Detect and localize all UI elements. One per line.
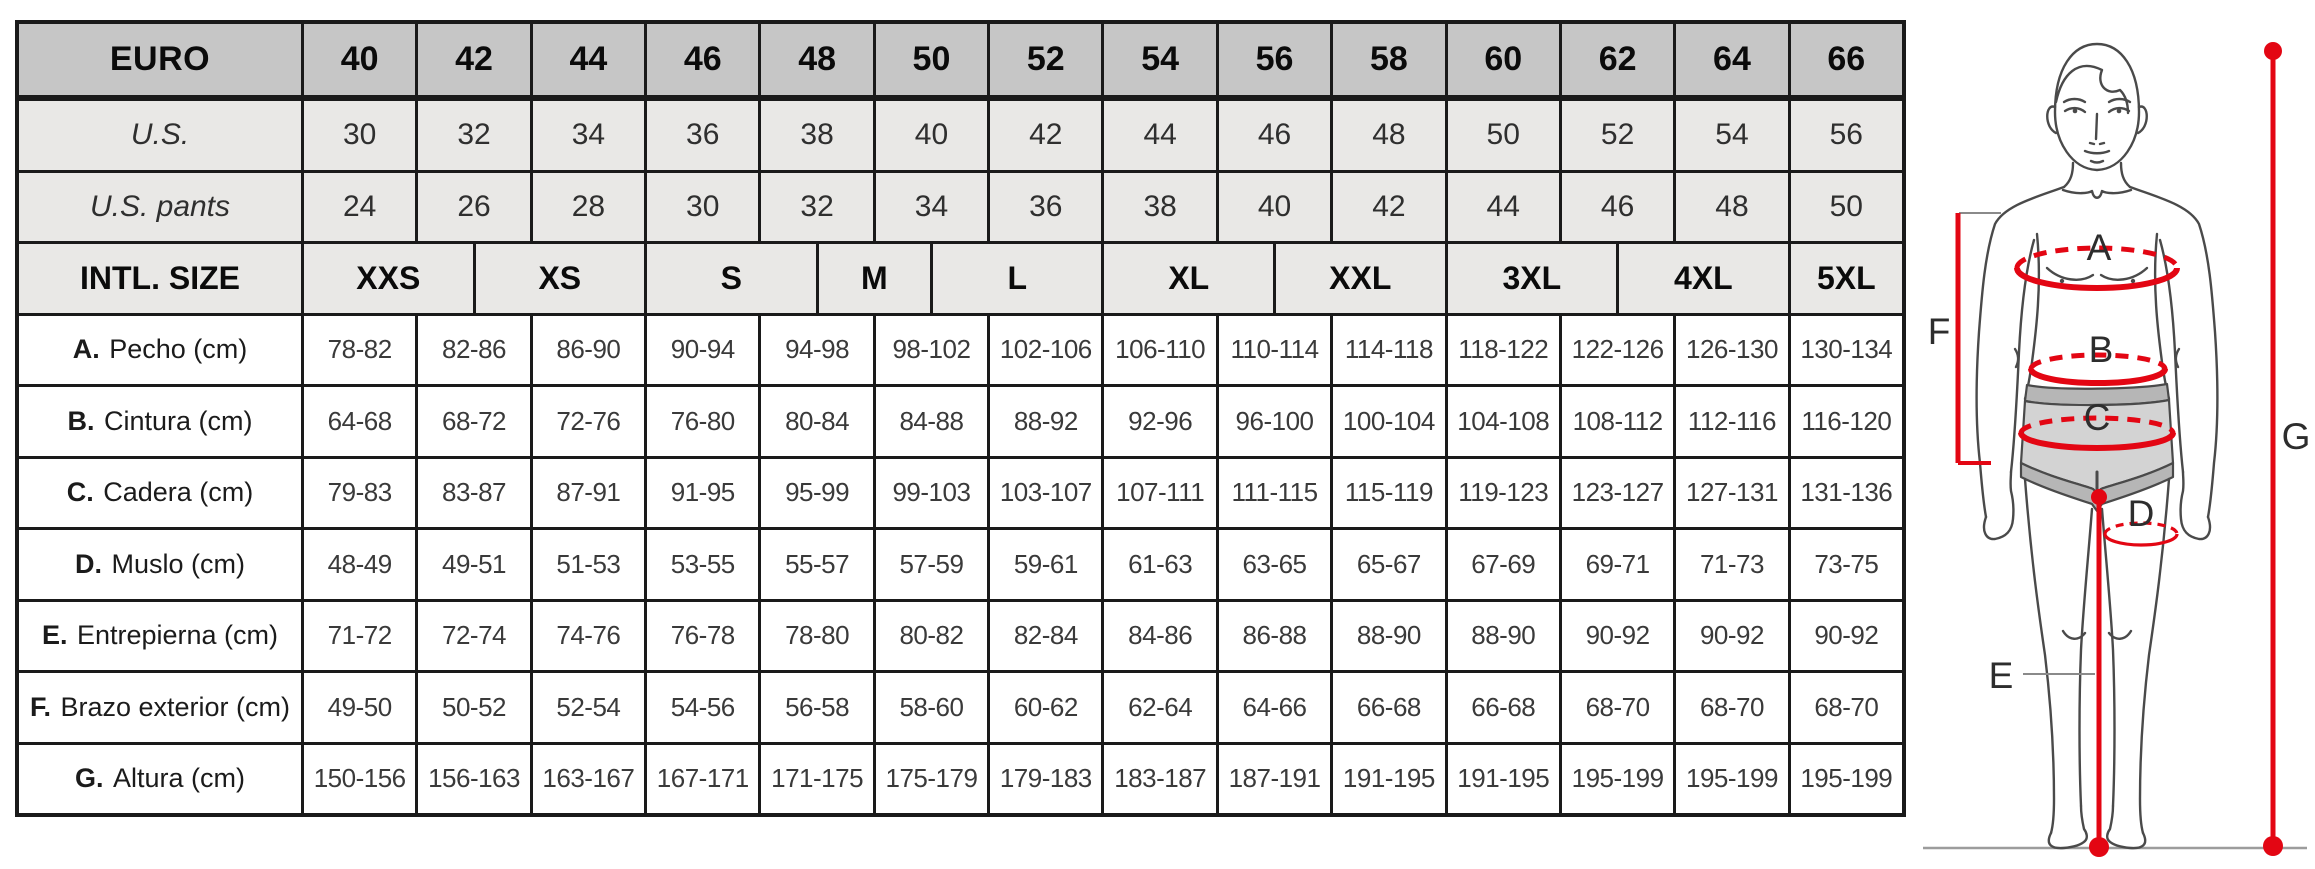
intl-size-cell: 3XL (1448, 244, 1617, 313)
measurement-value-cell: 55-57 (761, 530, 872, 599)
measurement-value-cell: 84-88 (876, 387, 987, 456)
size-cell-euro: 50 (876, 24, 987, 98)
measurement-value-cell: 100-104 (1333, 387, 1444, 456)
measurement-value-cell: 87-91 (533, 459, 644, 528)
label-thigh: D (2127, 493, 2155, 534)
measurement-value-cell: 167-171 (647, 745, 758, 814)
measurement-value-cell: 78-82 (304, 316, 415, 385)
measurement-value-cell: 108-112 (1562, 387, 1673, 456)
body-measurement-diagram (1915, 0, 2315, 869)
measurement-letter: G. (74, 763, 104, 794)
measurement-value-cell: 68-70 (1562, 673, 1673, 742)
measurement-value-cell: 68-70 (1676, 673, 1787, 742)
measurement-value-cell: 99-103 (876, 459, 987, 528)
measurement-value-cell: 111-115 (1219, 459, 1330, 528)
measurement-value-cell: 76-80 (647, 387, 758, 456)
size-cell-us: 54 (1676, 101, 1787, 170)
measurement-value-cell: 58-60 (876, 673, 987, 742)
row-label-us: U.S. (19, 101, 301, 170)
label-hip: C (2083, 397, 2111, 438)
size-chart-table (15, 20, 1906, 817)
measurement-name: Muslo (cm) (111, 548, 245, 579)
measurement-value-cell: 86-90 (533, 316, 644, 385)
measurement-value-cell: 127-131 (1676, 459, 1787, 528)
measurement-value-cell: 80-84 (761, 387, 872, 456)
measurement-name: Brazo exterior (cm) (60, 691, 291, 722)
measurement-value-cell: 68-70 (1791, 673, 1902, 742)
size-cell-euro: 46 (647, 24, 758, 98)
measurement-value-cell: 53-55 (647, 530, 758, 599)
measurement-name: Cintura (cm) (104, 405, 253, 436)
size-cell-euro: 66 (1791, 24, 1902, 98)
measurement-value-cell: 104-108 (1448, 387, 1559, 456)
measurement-value-cell: 183-187 (1104, 745, 1215, 814)
measurement-value-cell: 78-80 (761, 602, 872, 671)
measurement-value-cell: 107-111 (1104, 459, 1215, 528)
row-label-intl-size: INTL. SIZE (19, 244, 301, 313)
measurement-value-cell: 71-73 (1676, 530, 1787, 599)
measurement-value-cell: 59-61 (990, 530, 1101, 599)
label-arm: F (1927, 311, 1951, 352)
measurement-name: Entrepierna (cm) (76, 620, 279, 651)
measurement-value-cell: 179-183 (990, 745, 1101, 814)
measurement-value-cell: 92-96 (1104, 387, 1215, 456)
measurement-value-cell: 118-122 (1448, 316, 1559, 385)
measurement-value-cell: 171-175 (761, 745, 872, 814)
measurement-value-cell: 57-59 (876, 530, 987, 599)
row-label-measurement (19, 316, 301, 385)
measurement-value-cell: 175-179 (876, 745, 987, 814)
intl-size-cell: XL (1104, 244, 1273, 313)
measurement-figure (1915, 0, 2315, 869)
size-cell-euro: 62 (1562, 24, 1673, 98)
measurement-value-cell: 64-66 (1219, 673, 1330, 742)
size-cell-us-pants: 48 (1676, 173, 1787, 242)
measurement-value-cell: 60-62 (990, 673, 1101, 742)
measurement-name: Pecho (cm) (109, 334, 248, 365)
label-inseam: E (1988, 655, 2014, 696)
row-label-measurement (19, 745, 301, 814)
size-cell-euro: 44 (533, 24, 644, 98)
row-label-measurement (19, 602, 301, 671)
intl-size-cell: L (933, 244, 1102, 313)
measurement-value-cell: 115-119 (1333, 459, 1444, 528)
row-label-measurement (19, 530, 301, 599)
measurement-value-cell: 56-58 (761, 673, 872, 742)
measurement-letter: F. (29, 691, 51, 722)
size-cell-euro: 64 (1676, 24, 1787, 98)
size-cell-us: 52 (1562, 101, 1673, 170)
size-cell-us: 50 (1448, 101, 1559, 170)
measurement-value-cell: 76-78 (647, 602, 758, 671)
size-cell-us-pants: 34 (876, 173, 987, 242)
measurement-value-cell: 79-83 (304, 459, 415, 528)
measurement-value-cell: 82-84 (990, 602, 1101, 671)
size-cell-us-pants: 46 (1562, 173, 1673, 242)
measurement-value-cell: 73-75 (1791, 530, 1902, 599)
size-cell-us: 48 (1333, 101, 1444, 170)
measurement-value-cell: 98-102 (876, 316, 987, 385)
measurement-value-cell: 74-76 (533, 602, 644, 671)
measurement-value-cell: 103-107 (990, 459, 1101, 528)
measurement-value-cell: 163-167 (533, 745, 644, 814)
intl-size-cell: XXL (1276, 244, 1445, 313)
size-cell-us-pants: 38 (1104, 173, 1215, 242)
measurement-value-cell: 49-50 (304, 673, 415, 742)
measurement-value-cell: 84-86 (1104, 602, 1215, 671)
measurement-value-cell: 65-67 (1333, 530, 1444, 599)
row-label-measurement (19, 459, 301, 528)
measurement-value-cell: 83-87 (418, 459, 529, 528)
measurement-value-cell: 72-76 (533, 387, 644, 456)
label-chest: A (2086, 227, 2112, 268)
measurement-value-cell: 71-72 (304, 602, 415, 671)
measurement-value-cell: 48-49 (304, 530, 415, 599)
measurement-value-cell: 122-126 (1562, 316, 1673, 385)
size-cell-us: 56 (1791, 101, 1902, 170)
measurement-value-cell: 50-52 (418, 673, 529, 742)
measurement-letter: E. (41, 620, 68, 651)
measurement-value-cell: 90-92 (1791, 602, 1902, 671)
intl-size-cell: 5XL (1791, 244, 1902, 313)
measurement-value-cell: 110-114 (1219, 316, 1330, 385)
intl-size-cell: XXS (304, 244, 473, 313)
measurement-value-cell: 90-92 (1676, 602, 1787, 671)
measurement-value-cell: 195-199 (1562, 745, 1673, 814)
measurement-value-cell: 61-63 (1104, 530, 1215, 599)
size-cell-us: 46 (1219, 101, 1330, 170)
size-cell-us-pants: 30 (647, 173, 758, 242)
measurement-value-cell: 62-64 (1104, 673, 1215, 742)
size-cell-us-pants: 24 (304, 173, 415, 242)
measurement-value-cell: 106-110 (1104, 316, 1215, 385)
measurement-value-cell: 49-51 (418, 530, 529, 599)
size-cell-us: 30 (304, 101, 415, 170)
size-cell-us: 38 (761, 101, 872, 170)
size-cell-us: 44 (1104, 101, 1215, 170)
measurement-value-cell: 119-123 (1448, 459, 1559, 528)
size-cell-us-pants: 40 (1219, 173, 1330, 242)
size-cell-us-pants: 44 (1448, 173, 1559, 242)
measurement-value-cell: 191-195 (1448, 745, 1559, 814)
measurement-value-cell: 67-69 (1448, 530, 1559, 599)
measurement-value-cell: 112-116 (1676, 387, 1787, 456)
size-cell-euro: 40 (304, 24, 415, 98)
size-cell-euro: 54 (1104, 24, 1215, 98)
intl-size-cell: XS (476, 244, 645, 313)
row-label-measurement (19, 387, 301, 456)
size-cell-euro: 42 (418, 24, 529, 98)
size-cell-us-pants: 26 (418, 173, 529, 242)
size-cell-us: 36 (647, 101, 758, 170)
measurement-value-cell: 51-53 (533, 530, 644, 599)
measurement-value-cell: 90-92 (1562, 602, 1673, 671)
measurement-value-cell: 195-199 (1791, 745, 1902, 814)
measurement-value-cell: 54-56 (647, 673, 758, 742)
row-label-measurement (19, 673, 301, 742)
measurement-letter: D. (74, 548, 102, 579)
size-cell-us: 32 (418, 101, 529, 170)
intl-size-cell: M (819, 244, 930, 313)
size-cell-us-pants: 28 (533, 173, 644, 242)
measurement-value-cell: 156-163 (418, 745, 529, 814)
measurement-value-cell: 126-130 (1676, 316, 1787, 385)
label-waist: B (2088, 329, 2114, 370)
measurement-value-cell: 68-72 (418, 387, 529, 456)
size-cell-euro: 58 (1333, 24, 1444, 98)
measurement-value-cell: 69-71 (1562, 530, 1673, 599)
measurement-value-cell: 94-98 (761, 316, 872, 385)
measurement-value-cell: 52-54 (533, 673, 644, 742)
label-height: G (2281, 416, 2311, 457)
measurement-value-cell: 82-86 (418, 316, 529, 385)
size-cell-us: 42 (990, 101, 1101, 170)
measurement-value-cell: 131-136 (1791, 459, 1902, 528)
measurement-value-cell: 91-95 (647, 459, 758, 528)
measurement-value-cell: 195-199 (1676, 745, 1787, 814)
measurement-value-cell: 102-106 (990, 316, 1101, 385)
measurement-value-cell: 66-68 (1448, 673, 1559, 742)
measurement-value-cell: 88-90 (1448, 602, 1559, 671)
size-cell-euro: 60 (1448, 24, 1559, 98)
measurement-value-cell: 88-90 (1333, 602, 1444, 671)
measurement-value-cell: 116-120 (1791, 387, 1902, 456)
measurement-letter: C. (66, 477, 94, 508)
size-cell-us-pants: 36 (990, 173, 1101, 242)
measurement-value-cell: 150-156 (304, 745, 415, 814)
measurement-value-cell: 95-99 (761, 459, 872, 528)
size-cell-us: 40 (876, 101, 987, 170)
measurement-value-cell: 114-118 (1333, 316, 1444, 385)
measurement-value-cell: 88-92 (990, 387, 1101, 456)
measurement-value-cell: 63-65 (1219, 530, 1330, 599)
measurement-value-cell: 64-68 (304, 387, 415, 456)
measurement-name: Altura (cm) (113, 763, 246, 794)
size-cell-euro: 52 (990, 24, 1101, 98)
measurement-value-cell: 86-88 (1219, 602, 1330, 671)
measurement-value-cell: 80-82 (876, 602, 987, 671)
measurement-value-cell: 96-100 (1219, 387, 1330, 456)
measurement-value-cell: 130-134 (1791, 316, 1902, 385)
measurement-value-cell: 66-68 (1333, 673, 1444, 742)
measurement-value-cell: 90-94 (647, 316, 758, 385)
measurement-letter: B. (67, 405, 95, 436)
size-cell-euro: 48 (761, 24, 872, 98)
row-label-us-pants: U.S. pants (19, 173, 301, 242)
size-cell-us-pants: 50 (1791, 173, 1902, 242)
intl-size-cell: S (647, 244, 816, 313)
intl-size-cell: 4XL (1619, 244, 1788, 313)
measurement-value-cell: 72-74 (418, 602, 529, 671)
size-cell-euro: 56 (1219, 24, 1330, 98)
measurement-value-cell: 191-195 (1333, 745, 1444, 814)
row-label-euro: EURO (19, 24, 301, 98)
size-cell-us: 34 (533, 101, 644, 170)
size-cell-us-pants: 42 (1333, 173, 1444, 242)
measurement-name: Cadera (cm) (103, 477, 254, 508)
measurement-letter: A. (72, 334, 100, 365)
size-cell-us-pants: 32 (761, 173, 872, 242)
measurement-value-cell: 123-127 (1562, 459, 1673, 528)
measurement-value-cell: 187-191 (1219, 745, 1330, 814)
